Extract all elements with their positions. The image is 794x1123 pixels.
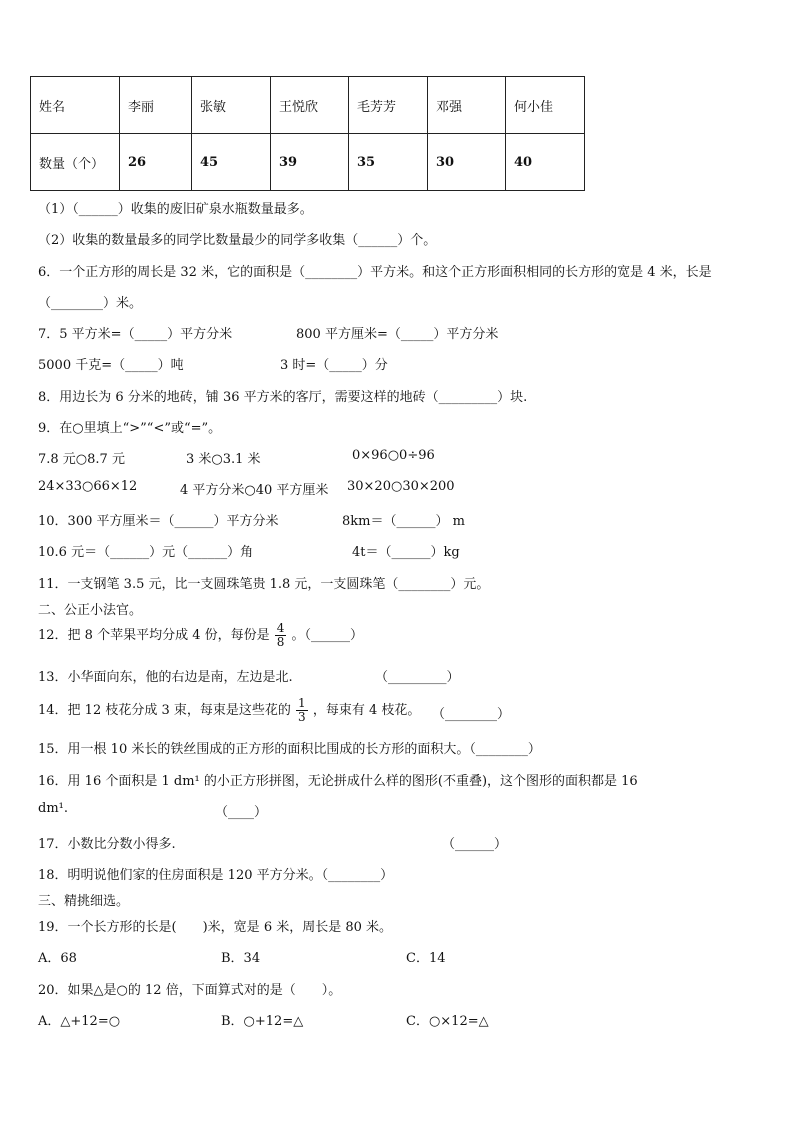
question-9-item: 30×20○30×200 xyxy=(347,479,455,494)
question-7-a: 7．5 平方米=（_____）平方分米 xyxy=(38,327,233,342)
option-c: C．14 xyxy=(406,951,446,966)
fraction xyxy=(275,622,287,649)
question-11: 11．一支钢笔 3.5 元，比一支圆珠笔贵 1.8 元，一支圆珠笔（________）元。 xyxy=(38,577,490,592)
question-7-d: 3 时=（_____）分 xyxy=(280,358,388,373)
question-14-text-end: ，每束有 4 枝花。 xyxy=(312,703,421,718)
question-5-2: （2）收集的数量最多的同学比数量最少的同学多收集（______）个。 xyxy=(38,233,437,248)
question-14-text: 14．把 12 枝花分成 3 束，每束是这些花的 xyxy=(38,703,291,718)
question-20: 20．如果△是○的 12 倍，下面算式对的是（ ）。 xyxy=(38,983,342,998)
table-cell: 王悦欣 xyxy=(271,77,349,134)
table-cell: 何小佳 xyxy=(506,77,585,134)
table-cell: 邓强 xyxy=(428,77,506,134)
data-table xyxy=(30,76,585,191)
question-17-blank: （______） xyxy=(442,837,508,852)
question-12-blank: 。（______） xyxy=(291,628,364,643)
fraction-denominator: 3 xyxy=(298,710,306,724)
question-9: 9．在○里填上“>”“<”或“=”。 xyxy=(38,421,222,436)
question-10-b: 8km＝（______） m xyxy=(342,514,465,529)
question-9-item: 7.8 元○8.7 元 xyxy=(38,452,125,467)
section-2-title: 二、公正小法官。 xyxy=(38,603,143,618)
table-data-row xyxy=(31,134,585,191)
option-b: B．34 xyxy=(221,951,261,966)
question-13-blank: （_________） xyxy=(375,670,460,685)
question-6-line-1: 6．一个正方形的周长是 32 米，它的面积是（________）平方米。和这个正方形面积相同的长方形的宽是 4 米，长是 xyxy=(38,265,712,280)
table-cell: 26 xyxy=(120,134,192,191)
question-12-text: 12．把 8 个苹果平均分成 4 份，每份是 xyxy=(38,628,270,643)
question-17: 17．小数比分数小得多. xyxy=(38,837,176,852)
question-10-d: 4t＝（______）kg xyxy=(352,545,460,560)
table-cell: 45 xyxy=(192,134,271,191)
table-cell: 30 xyxy=(428,134,506,191)
table-cell: 40 xyxy=(506,134,585,191)
question-9-item: 0×96○0÷96 xyxy=(352,448,435,463)
table-cell: 张敏 xyxy=(192,77,271,134)
question-7-c: 5000 千克=（_____）吨 xyxy=(38,358,184,373)
option-c: C．○×12=△ xyxy=(406,1014,489,1029)
section-3-title: 三、精挑细选。 xyxy=(38,894,130,909)
question-16-line-2: dm¹. xyxy=(38,801,68,816)
question-10-c: 10.6 元＝（______）元（______）角 xyxy=(38,545,254,560)
table-cell: 姓名 xyxy=(31,77,120,134)
table-cell: 39 xyxy=(271,134,349,191)
question-16-line-1: 16．用 16 个面积是 1 dm¹ 的小正方形拼图，无论拼成什么样的图形(不重叠)，这个图形的面积都是 16 xyxy=(38,774,638,789)
fraction-numerator: 1 xyxy=(298,696,306,710)
option-a: A．△+12=○ xyxy=(38,1014,121,1029)
question-5-1: （1）（______）收集的废旧矿泉水瓶数量最多。 xyxy=(38,202,313,217)
table-cell: 数量（个） xyxy=(31,134,120,191)
question-6-line-2: （________）米。 xyxy=(38,296,143,311)
fraction xyxy=(296,697,308,724)
question-7-b: 800 平方厘米=（_____）平方分米 xyxy=(296,327,499,342)
question-13: 13．小华面向东，他的右边是南，左边是北. xyxy=(38,670,293,685)
question-14-blank: （________） xyxy=(432,707,511,722)
question-15: 15．用一根 10 米长的铁丝围成的正方形的面积比围成的长方形的面积大。（________） xyxy=(38,742,541,757)
question-19: 19．一个长方形的长是( )米，宽是 6 米，周长是 80 米。 xyxy=(38,920,393,935)
option-b: B．○+12=△ xyxy=(221,1014,304,1029)
option-a: A．68 xyxy=(38,951,77,966)
question-9-item: 3 米○3.1 米 xyxy=(186,452,261,467)
question-12 xyxy=(38,622,363,649)
question-8: 8．用边长为 6 分米的地砖，铺 36 平方米的客厅，需要这样的地砖（_________）块. xyxy=(38,390,528,405)
question-16-blank: （____） xyxy=(215,805,268,820)
question-18: 18．明明说他们家的住房面积是 120 平方分米。（________） xyxy=(38,868,394,883)
table-cell: 李丽 xyxy=(120,77,192,134)
fraction-numerator: 4 xyxy=(276,621,285,635)
question-9-item: 24×33○66×12 xyxy=(38,479,138,494)
table-cell: 35 xyxy=(349,134,428,191)
fraction-denominator: 8 xyxy=(276,635,285,649)
table-cell: 毛芳芳 xyxy=(349,77,428,134)
question-10-a: 10．300 平方厘米＝（______）平方分米 xyxy=(38,514,279,529)
question-14 xyxy=(38,697,420,724)
question-9-item: 4 平方分米○40 平方厘米 xyxy=(180,483,329,498)
table-header-row xyxy=(31,77,585,134)
